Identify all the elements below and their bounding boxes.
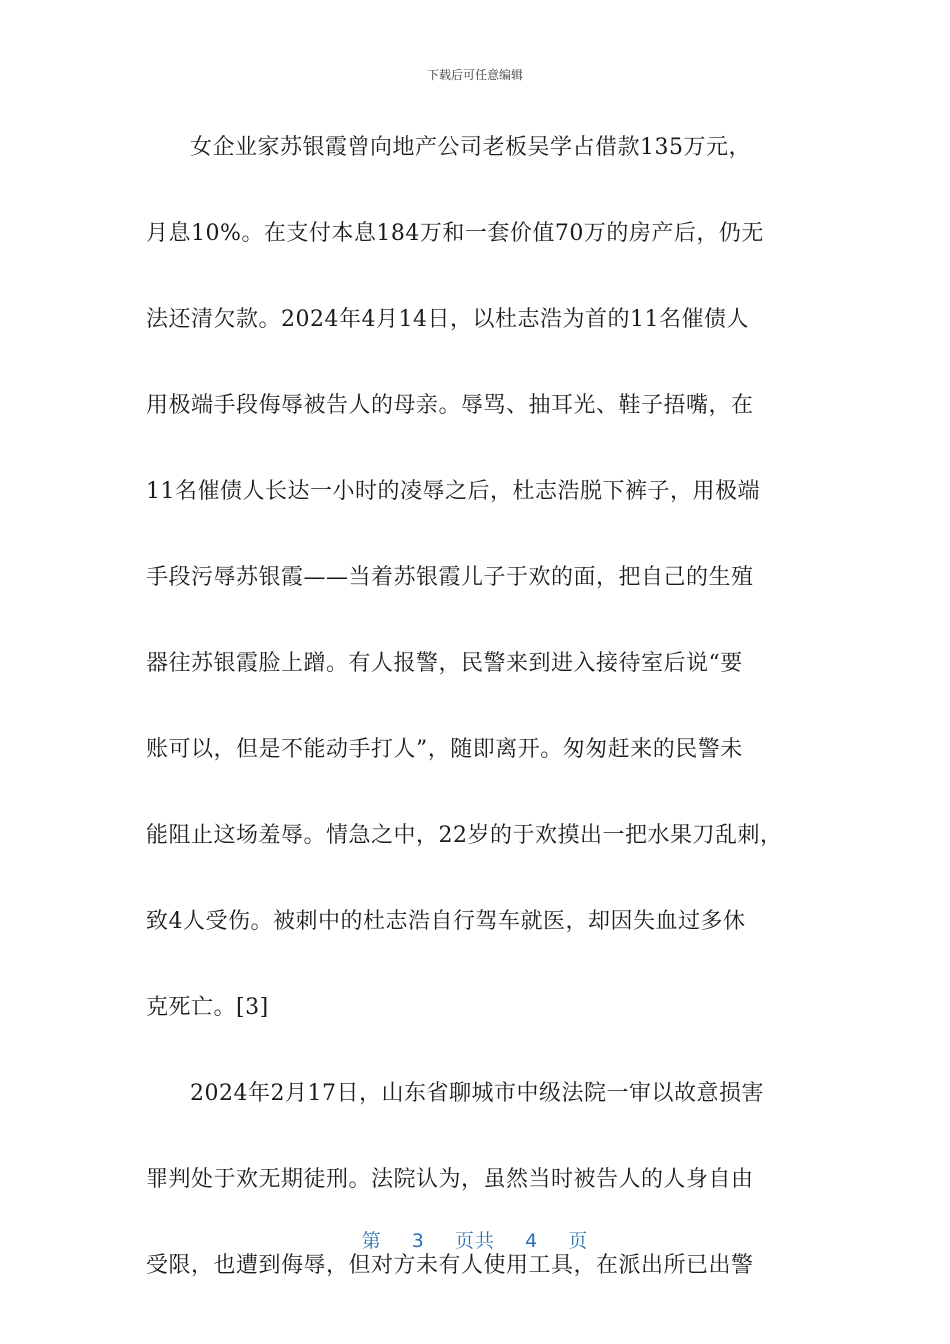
current-page-number: 3 — [411, 1230, 425, 1252]
paragraph-line: 11名催债人长达一小时的凌辱之后，杜志浩脱下裤子，用极端 — [146, 479, 760, 504]
page-footer — [0, 1226, 950, 1253]
paragraph-line: 能阻止这场羞辱。情急之中，22岁的于欢摸出一把水果刀乱刺， — [146, 823, 783, 848]
paragraph-line: 2024年2月17日，山东省聊城市中级法院一审以故意损害 — [190, 1081, 764, 1106]
footer-suffix: 页 — [568, 1230, 589, 1252]
total-page-count: 4 — [525, 1230, 539, 1252]
paragraph-line: 罪判处于欢无期徒刑。法院认为，虽然当时被告人的人身自由 — [146, 1167, 754, 1192]
paragraph-2 — [146, 1072, 806, 1287]
paragraph-line: 克死亡。[3] — [146, 995, 269, 1020]
page-header: 下载后可任意编辑 — [426, 68, 523, 82]
footer-middle: 页共 — [454, 1230, 495, 1252]
document-body — [146, 126, 806, 1330]
paragraph-line: 月息10%。在支付本息184万和一套价值70万的房产后，仍无 — [146, 221, 764, 246]
paragraph-line: 受限，也遭到侮辱，但对方未有人使用工具，在派出所已出警 — [146, 1253, 754, 1278]
paragraph-1 — [146, 126, 806, 1029]
paragraph-line: 手段污辱苏银霞——当着苏银霞儿子于欢的面，把自己的生殖 — [146, 565, 754, 590]
paragraph-line: 致4人受伤。被刺中的杜志浩自行驾车就医，却因失血过多休 — [146, 909, 746, 934]
paragraph-line: 用极端手段侮辱被告人的母亲。辱骂、抽耳光、鞋子捂嘴，在 — [146, 393, 754, 418]
paragraph-line: 器往苏银霞脸上蹭。有人报警，民警来到进入接待室后说“要 — [146, 651, 743, 676]
paragraph-line: 法还清欠款。2024年4月14日，以杜志浩为首的11名催债人 — [146, 307, 749, 332]
paragraph-line: 女企业家苏银霞曾向地产公司老板吴学占借款135万元， — [190, 135, 751, 160]
paragraph-line: 账可以，但是不能动手打人”，随即离开。匆匆赶来的民警未 — [146, 737, 743, 762]
footer-prefix: 第 — [361, 1230, 382, 1252]
